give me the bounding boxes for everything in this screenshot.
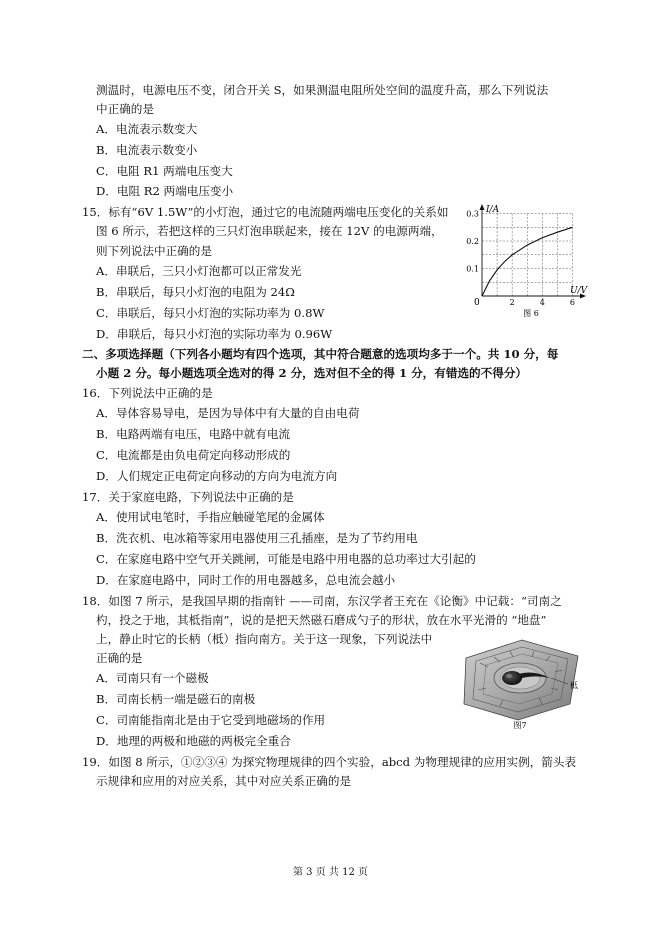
q17-option-a: A．使用试电笔时，手指应触碰笔尾的金属体 <box>96 510 325 524</box>
chart-y-axis-arrow <box>480 204 485 210</box>
q18-stem-2: 杓，投之于地，其柢指南”，说的是把天然磁石磨成勺子的形状，放在水平光滑的 “地盘” <box>96 613 547 627</box>
intro-line-1: 测温时，电源电压不变，闭合开关 S，如果测温电阻所处空间的温度升高，那么下列说法 <box>96 83 549 97</box>
sinan-spoon-bowl <box>502 671 522 685</box>
q17-stem: 17．关于家庭电路，下列说法中正确的是 <box>82 490 294 504</box>
q15-stem-3: 则下列说法中正确的是 <box>96 244 212 258</box>
q14-option-b: B．电流表示数变小 <box>96 143 198 157</box>
q17-option-b: B．洗衣机、电冰箱等家用电器使用三孔插座，是为了节约用电 <box>96 531 418 545</box>
section-2-heading-2: 小题 2 分。每小题选项全选对的得 2 分，选对但不全的得 1 分，有错选的不得分） <box>96 366 528 380</box>
q14-option-a: A．电流表示数变大 <box>96 122 198 136</box>
figure-6-caption: 图 6 <box>523 309 539 318</box>
q15-option-c: C．串联后，每只小灯泡的实际功率为 0.8W <box>96 306 325 320</box>
q15-stem-1: 15．标有“6V 1.5W”的小灯泡，通过它的电流随两端电压变化的关系如 <box>82 205 449 219</box>
figure-6-iu-chart <box>458 204 588 320</box>
chart-y-tick-label: 0.1 <box>466 264 479 274</box>
q15-option-d: D．串联后，每只小灯泡的实际功率为 0.96W <box>96 327 333 341</box>
q18-option-d: D．地理的两极和地磁的两极完全重合 <box>96 734 291 748</box>
chart-x-axis-label: U/V <box>570 286 588 296</box>
q16-stem: 16．下列说法中正确的是 <box>82 386 213 400</box>
chart-y-axis-label: I/A <box>486 205 500 215</box>
q17-option-c: C．在家庭电路中空气开关跳闸，可能是电路中用电器的总功率过大引起的 <box>96 552 476 566</box>
q16-option-d: D．人们规定正电荷定向移动的方向为电流方向 <box>96 469 338 483</box>
q18-stem-1: 18．如图 7 所示，是我国早期的指南针 ——司南，东汉学者王充在《论衡》中记载：“司南之 <box>82 594 562 608</box>
chart-x-tick-label: 4 <box>539 298 545 307</box>
section-2-heading-1: 二、多项选择题（下列各小题均有四个选项，其中符合题意的选项均多于一个。共 10 分，每 <box>82 347 559 361</box>
q16-option-c: C．电流都是由负电荷定向移动形成的 <box>96 448 291 462</box>
chart-y-tick-label: 0.2 <box>466 237 479 246</box>
q19-stem-1: 19．如图 8 所示，①②③④ 为探究物理规律的四个实验，abcd 为物理规律的应用实例，箭头表 <box>82 755 577 769</box>
q15-option-b: B．串联后，每只小灯泡的电阻为 24Ω <box>96 285 295 299</box>
q17-option-d: D．在家庭电路中，同时工作的用电器越多，总电流会越小 <box>96 573 396 587</box>
q18-option-c: C．司南能指南北是由于它受到地磁场的作用 <box>96 713 326 727</box>
figure-7-sinan-image <box>458 634 586 730</box>
q18-option-b: B．司南长柄一端是磁石的南极 <box>96 692 256 706</box>
q19-stem-2: 示规律和应用的对应关系，其中对应关系正确的是 <box>96 774 352 788</box>
q15-stem-2: 图 6 所示，若把这样的三只灯泡串联起来，接在 12V 的电源两端， <box>96 224 443 238</box>
q16-option-a: A．导体容易导电，是因为导体中有大量的自由电荷 <box>96 406 360 420</box>
q16-option-b: B．电路两端有电压，电路中就有电流 <box>96 427 291 441</box>
intro-line-2: 中正确的是 <box>96 102 154 116</box>
chart-origin-label: 0 <box>474 298 480 308</box>
q18-option-a: A．司南只有一个磁极 <box>96 671 209 685</box>
chart-x-tick-label: 6 <box>569 298 576 307</box>
figure-7-caption: 图7 <box>513 721 527 730</box>
q14-option-c: C．电阻 R1 两端电压变大 <box>96 164 233 178</box>
q18-stem-3: 上，静止时它的长柄（柢）指向南方。关于这一现象，下列说法中 <box>96 632 433 646</box>
chart-x-tick-label: 2 <box>509 298 515 307</box>
q14-option-d: D．电阻 R2 两端电压变小 <box>96 184 234 198</box>
page-number: 第 3 页 共 12 页 <box>293 867 368 878</box>
figure-7-label-di: 柢 <box>570 681 578 690</box>
chart-series-iu-curve <box>482 227 573 296</box>
chart-y-tick-label: 0.3 <box>466 209 479 219</box>
q18-stem-4: 正确的是 <box>96 651 143 665</box>
q15-option-a: A．串联后，三只小灯泡都可以正常发光 <box>96 264 302 278</box>
